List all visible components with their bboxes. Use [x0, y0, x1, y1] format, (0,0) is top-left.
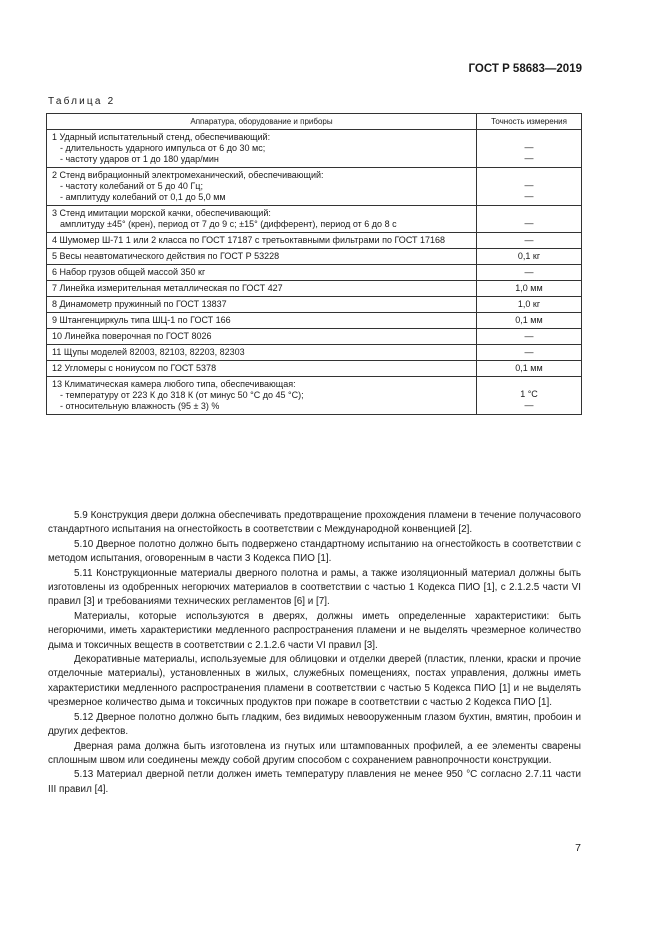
equipment-cell: 10 Линейка поверочная по ГОСТ 8026	[47, 329, 477, 345]
accuracy-cell: 1,0 мм	[477, 281, 582, 297]
equipment-cell: 9 Штангенциркуль типа ШЦ-1 по ГОСТ 166	[47, 313, 477, 329]
item-title: 4 Шумомер Ш-71 1 или 2 класса по ГОСТ 17187 с третьоктавными фильтрами по ГОСТ 17168	[52, 235, 446, 245]
item-detail: - относительную влажность (95 ± 3) %	[60, 401, 220, 411]
item-title: 1 Ударный испытательный стенд, обеспечивающий:	[52, 132, 271, 142]
item-detail: - температуру от 223 К до 318 К (от минус 50 °С до 45 °С);	[60, 390, 304, 400]
accuracy-cell	[477, 206, 582, 233]
paragraph: Дверная рама должна быть изготовлена из гнутых или штампованных профилей, а ее элементы сварены сплошным швом или соединены между собой другим способом с сохранением равнопрочности конструкции.	[48, 740, 581, 766]
equipment-cell	[47, 206, 477, 233]
accuracy-value: —	[524, 235, 534, 245]
table-row	[47, 377, 582, 415]
accuracy-value: —	[524, 191, 534, 201]
accuracy-value: —	[524, 153, 534, 163]
equipment-cell: 6 Набор грузов общей массой 350 кг	[47, 265, 477, 281]
item-detail: - частоту ударов от 1 до 180 удар/мин	[60, 154, 219, 164]
accuracy-value: 1 °С	[520, 389, 538, 399]
accuracy-cell: 1,0 кг	[477, 297, 582, 313]
equipment-cell	[47, 233, 477, 249]
paragraph: 5.10 Дверное полотно должно быть подвержено стандартному испытанию на огнестойкость в соответствии с методом испытания, оговоренным в части 3 Кодекса ПИО [1].	[48, 538, 581, 565]
item-title: 13 Климатическая камера любого типа, обеспечивающая:	[52, 379, 296, 389]
table-row	[47, 329, 582, 345]
table-row	[47, 206, 582, 233]
table-row	[47, 297, 582, 313]
accuracy-cell	[477, 233, 582, 249]
paragraph: 5.12 Дверное полотно должно быть гладким, без видимых невооруженным глазом бухтин, вмятин, пробоин и других дефектов.	[48, 711, 581, 738]
table-row	[47, 130, 582, 168]
equipment-cell	[47, 130, 477, 168]
document-code: ГОСТ Р 58683—2019	[468, 63, 582, 75]
item-detail: - амплитуду колебаний от 0,1 до 5,0 мм	[60, 192, 226, 202]
accuracy-cell: —	[477, 329, 582, 345]
item-detail: - частоту колебаний от 5 до 40 Гц;	[60, 181, 203, 191]
accuracy-cell: 0,1 кг	[477, 249, 582, 265]
equipment-cell	[47, 377, 477, 415]
paragraph: Декоративные материалы, используемые для облицовки и отделки дверей (пластик, пленки, краски и прочие отделочные материалы), установленных в жилых, служебных помещениях, постах управления, должны иметь характеристики медленного распространения пламени в соответствии с частью 5 Кодекса ПИО [1] и не выделять чрезмерное количество дыма и токсичных продуктов при пожаре в соответствии с частью 2 Кодекса ПИО [1].	[48, 654, 581, 709]
paragraph: 5.13 Материал дверной петли должен иметь температуру плавления не менее 950 °С согласно 2.7.11 части III правил [4].	[48, 769, 581, 795]
column-header-accuracy: Точность измерения	[477, 114, 582, 130]
accuracy-value: —	[524, 180, 534, 190]
accuracy-value: —	[524, 400, 534, 410]
item-title: 3 Стенд имитации морской качки, обеспечивающий:	[52, 208, 271, 218]
accuracy-value: —	[524, 142, 534, 152]
accuracy-cell: 0,1 мм	[477, 361, 582, 377]
body-text	[48, 509, 581, 797]
item-title: 2 Стенд вибрационный электромеханический, обеспечивающий:	[52, 170, 324, 180]
table-row	[47, 313, 582, 329]
table-row	[47, 281, 582, 297]
table-row	[47, 168, 582, 206]
accuracy-cell	[477, 377, 582, 415]
table-row	[47, 233, 582, 249]
equipment-cell: 11 Щупы моделей 82003, 82103, 82203, 82303	[47, 345, 477, 361]
accuracy-value: —	[524, 218, 534, 228]
accuracy-cell	[477, 130, 582, 168]
item-detail: - длительность ударного импульса от 6 до 30 мс;	[60, 143, 266, 153]
table-row	[47, 361, 582, 377]
equipment-cell: 5 Весы неавтоматического действия по ГОСТ Р 53228	[47, 249, 477, 265]
equipment-table	[46, 113, 582, 415]
table-row	[47, 249, 582, 265]
accuracy-cell	[477, 168, 582, 206]
column-header-equipment: Аппаратура, оборудование и приборы	[47, 114, 477, 130]
equipment-cell: 7 Линейка измерительная металлическая по ГОСТ 427	[47, 281, 477, 297]
table-row	[47, 265, 582, 281]
accuracy-cell: —	[477, 265, 582, 281]
equipment-cell: 12 Угломеры с нониусом по ГОСТ 5378	[47, 361, 477, 377]
paragraph: Материалы, которые используются в дверях, должны иметь определенные характеристики: быть негорючими, иметь характеристики медленного распространения пламени и не выделять чрезмерное количество дыма и токсичных веществ в соответствии с 2.1.2.6 части VI правил [3].	[48, 610, 581, 651]
equipment-cell	[47, 168, 477, 206]
paragraph: 5.11 Конструкционные материалы дверного полотна и рамы, а также изоляционный материал должны быть изготовлены из одобренных негорючих материалов в соответствии с частью 1 Кодекса ПИО [1], с 2.1.2.5 части VI правил [3] и требованиями технических регламентов [6] и [7].	[48, 567, 581, 608]
accuracy-cell: —	[477, 345, 582, 361]
table-header-row	[47, 114, 582, 130]
accuracy-cell: 0,1 мм	[477, 313, 582, 329]
paragraph: 5.9 Конструкция двери должна обеспечивать предотвращение прохождения пламени в течение получасового стандартного испытания на огнестойкость в соответствии с Международной конвенцией [2].	[48, 510, 581, 536]
equipment-cell: 8 Динамометр пружинный по ГОСТ 13837	[47, 297, 477, 313]
table-caption: Таблица 2	[48, 96, 116, 107]
item-detail: амплитуду ±45° (крен), период от 7 до 9 с; ±15° (дифферент), период от 6 до 8 с	[60, 219, 397, 229]
table-row	[47, 345, 582, 361]
page-number: 7	[575, 842, 581, 854]
